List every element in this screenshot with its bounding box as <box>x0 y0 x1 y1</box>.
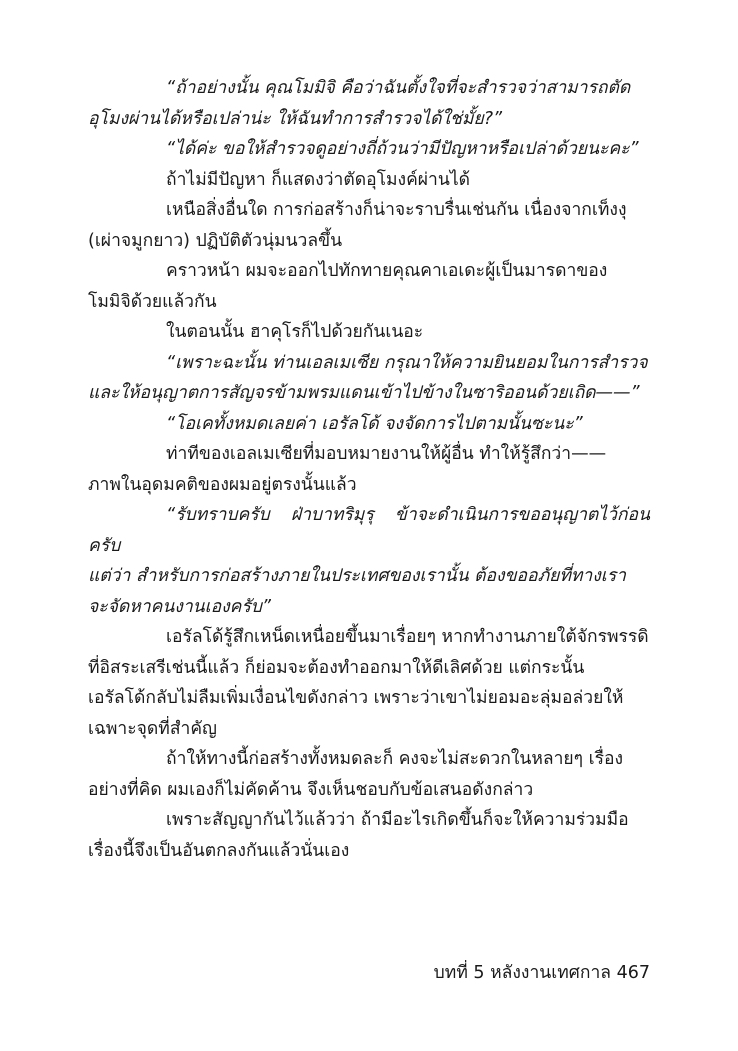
paragraph-13: เพราะสัญญากันไว้แล้วว่า ถ้ามีอะไรเกิดขึ้นก็จะให้ความร่วมมือ เรื่องนี้จึงเป็นอันตกลงกันแล้วนั่นเอง <box>88 810 629 861</box>
paragraph-1: “ถ้าอย่างนั้น คุณโมมิจิ คือว่าฉันตั้งใจที่จะสำรวจว่าสามารถตัด อุโมงผ่านได้หรือเปล่าน่ะ ให้ฉันทำการสำรวจได้ใช่มั้ย?” <box>88 78 631 129</box>
body-text <box>88 73 650 866</box>
paragraph-4: เหนือสิ่งอื่นใด การก่อสร้างก็น่าจะราบรื่นเช่นกัน เนื่องจากเท็งงุ (เผ่าจมูกยาว) ปฏิบัติตัวนุ่มนวลขึ้น <box>88 200 627 251</box>
paragraph-5: คราวหน้า ผมจะออกไปทักทายคุณคาเอเดะผู้เป็นมารดาของ โมมิจิด้วยแล้วกัน <box>88 261 608 312</box>
paragraph-12: ถ้าให้ทางนี้ก่อสร้างทั้งหมดละก็ คงจะไม่สะดวกในหลายๆ เรื่อง อย่างที่คิด ผมเองก็ไม่คัดค้าน จึงเห็นชอบกับข้อเสนอดังกล่าว <box>88 749 624 800</box>
paragraph-2: “ได้ค่ะ ขอให้สำรวจดูอย่างถี่ถ้วนว่ามีปัญหาหรือเปล่าด้วยนะคะ” <box>166 139 639 159</box>
paragraph-3: ถ้าไม่มีปัญหา ก็แสดงว่าตัดอุโมงค์ผ่านได้ <box>166 169 470 190</box>
paragraph-11: เอรัลโด้รู้สึกเหน็ดเหนื่อยขึ้นมาเรื่อยๆ หากทำงานภายใต้จักรพรรดิ ที่อิสระเสรีเช่นนี้แล้ว ก็ย่อมจะต้องทำออกมาให้ดีเลิศด้วย แต่กระนั้น เอรัลโด้กลับไม่ลืมเพิ่มเงื่อนไขดังกล่าว เพราะว่าเขาไม่ยอมอะลุ่มอล่วยให้ เฉพาะจุดที่สำคัญ <box>88 627 649 739</box>
paragraph-10: “รับทราบครับ ฝ่าบาทริมุรุ ข้าจะดำเนินการขออนุญาตไว้ก่อนครับ แต่ว่า สำหรับการก่อสร้างภายในประเทศของเรานั้น ต้องขออภัยที่ทางเรา จะจัดหาคนงานเองครับ” <box>88 505 650 617</box>
paragraph-9: ท่าทีของเอลเมเซียที่มอบหมายงานให้ผู้อื่น ทำให้รู้สึกว่า—— ภาพในอุดมคติของผมอยู่ตรงนั้นแล้ว <box>88 444 607 495</box>
paragraph-6: ในตอนนั้น ฮาคุโรก็ไปด้วยกันเนอะ <box>166 322 424 342</box>
paragraph-8: “โอเคทั้งหมดเลยค่า เอรัลโด้ จงจัดการไปตามนั้นซะนะ” <box>166 413 583 434</box>
running-footer: บทที่ 5 หลังงานเทศกาล 467 <box>433 963 650 983</box>
paragraph-7: “เพราะฉะนั้น ท่านเอลเมเซีย กรุณาให้ความยินยอมในการสำรวจ และให้อนุญาตการสัญจรข้ามพรมแดนเข้าไปข้างในซาริออนด้วยเถิด——” <box>88 352 648 403</box>
